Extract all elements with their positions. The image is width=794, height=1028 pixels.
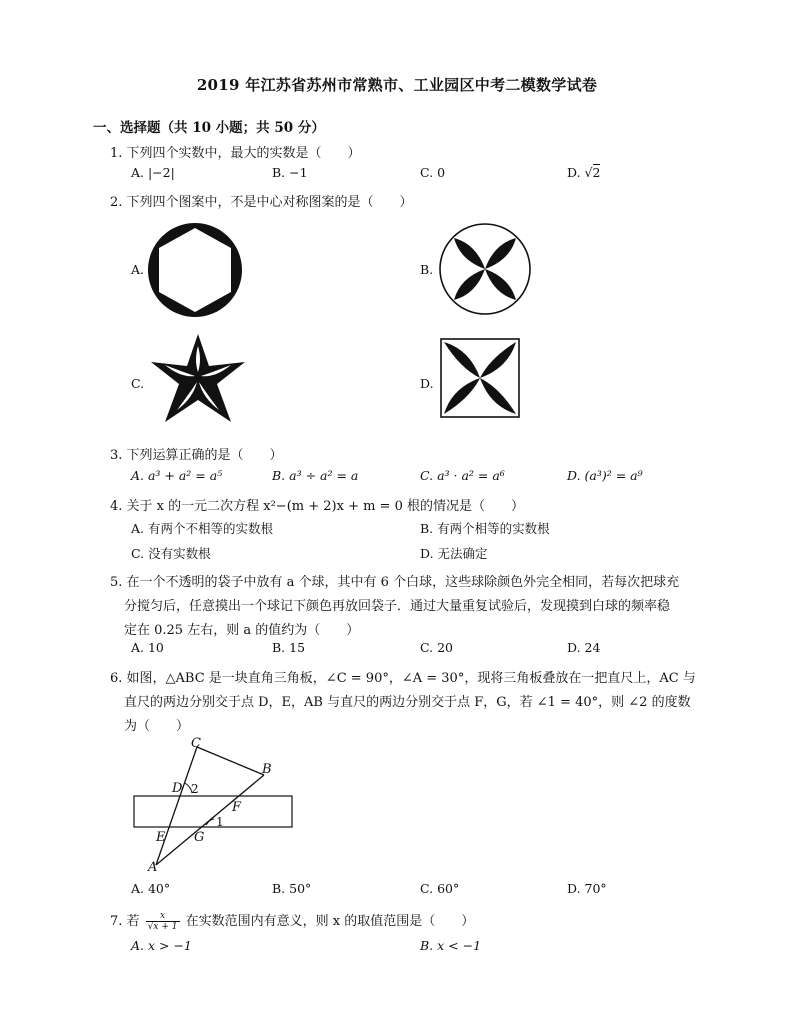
option-d-label: D. bbox=[567, 165, 585, 180]
circle-hexagon-figure bbox=[147, 222, 243, 318]
question-3-option-c: C. a³ · a² = a⁶ bbox=[420, 468, 505, 483]
question-2-option-d: D. bbox=[420, 376, 434, 391]
label-angle-1: 1 bbox=[216, 815, 224, 829]
label-a: A bbox=[148, 860, 158, 875]
question-5-line-1: 5. 在一个不透明的袋子中放有 a 个球，其中有 6 个白球，这些球除颜色外完全相同，若每次把球充 bbox=[110, 575, 680, 590]
triangle-ruler-figure bbox=[128, 735, 300, 875]
question-5-option-b: B. 15 bbox=[272, 640, 306, 655]
question-1-option-c: C. 0 bbox=[420, 165, 446, 180]
square-pinwheel-figure bbox=[440, 338, 520, 418]
question-7-stem bbox=[110, 910, 474, 932]
question-6-line-3: 为（ ） bbox=[124, 719, 190, 734]
question-4-option-c: C. 没有实数根 bbox=[131, 546, 211, 561]
label-e: E bbox=[156, 830, 166, 845]
label-f: F bbox=[232, 800, 242, 815]
section-heading: 一、选择题（共 10 小题；共 50 分） bbox=[93, 120, 325, 136]
question-3-option-d: D. (a³)² = a⁹ bbox=[567, 468, 643, 483]
question-2-option-b: B. bbox=[420, 262, 434, 277]
question-1-option-d bbox=[567, 165, 600, 180]
question-6-line-1: 6. 如图，△ABC 是一块直角三角板，∠C = 90°，∠A = 30°，现将三角板叠放在一把直尺上，AC 与 bbox=[110, 671, 696, 686]
question-4-stem: 4. 关于 x 的一元二次方程 x²−(m + 2)x + m = 0 根的情况是（ ） bbox=[110, 499, 524, 514]
question-2-option-a: A. bbox=[131, 262, 145, 277]
page-title: 2019 年江苏省苏州市常熟市、工业园区中考二模数学试卷 bbox=[196, 76, 598, 94]
question-7-suffix: 在实数范围内有意义，则 x 的取值范围是（ ） bbox=[185, 914, 475, 929]
question-6-option-a: A. 40° bbox=[131, 881, 171, 896]
question-6-option-c: C. 60° bbox=[420, 881, 460, 896]
fraction-denominator: √x + 1 bbox=[147, 922, 178, 932]
star-figure bbox=[149, 332, 247, 426]
label-angle-2: 2 bbox=[191, 782, 199, 796]
question-5-line-3: 定在 0.25 左右，则 a 的值约为（ ） bbox=[124, 623, 360, 638]
label-c: C bbox=[191, 736, 201, 751]
question-1-option-b: B. −1 bbox=[272, 165, 308, 180]
question-6-option-b: B. 50° bbox=[272, 881, 312, 896]
question-5-option-d: D. 24 bbox=[567, 640, 601, 655]
question-5-option-a: A. 10 bbox=[131, 640, 164, 655]
question-5-line-2: 分搅匀后，任意摸出一个球记下颜色再放回袋子．通过大量重复试验后，发现摸到白球的频率稳 bbox=[124, 599, 671, 614]
question-6-line-2: 直尺的两边分别交于点 D，E，AB 与直尺的两边分别交于点 F，G，若 ∠1 = 40°，则 ∠2 的度数 bbox=[124, 695, 691, 710]
label-d: D bbox=[172, 781, 183, 796]
fraction bbox=[146, 911, 180, 932]
sqrt-radicand: 2 bbox=[592, 165, 601, 180]
question-3-option-a: A. a³ + a² = a⁵ bbox=[131, 468, 223, 483]
question-2-option-c: C. bbox=[131, 376, 145, 391]
question-3-stem: 3. 下列运算正确的是（ ） bbox=[110, 448, 283, 463]
question-7-prefix: 7. 若 bbox=[110, 914, 140, 929]
question-3-option-b: B. a³ ÷ a² = a bbox=[272, 468, 359, 483]
circle-petals-figure bbox=[438, 222, 532, 316]
question-5-option-c: C. 20 bbox=[420, 640, 453, 655]
question-7-option-b: B. x < −1 bbox=[420, 938, 482, 953]
question-4-option-d: D. 无法确定 bbox=[420, 546, 488, 561]
sqrt-symbol: √ bbox=[584, 165, 593, 180]
label-g: G bbox=[194, 830, 205, 845]
question-4-option-a: A. 有两个不相等的实数根 bbox=[131, 521, 273, 536]
question-7-option-a: A. x > −1 bbox=[131, 938, 192, 953]
question-4-option-b: B. 有两个相等的实数根 bbox=[420, 521, 550, 536]
question-6-option-d: D. 70° bbox=[567, 881, 607, 896]
fraction-numerator: x bbox=[146, 911, 180, 922]
question-2-stem: 2. 下列四个图案中，不是中心对称图案的是（ ） bbox=[110, 195, 413, 210]
question-1-option-a: A. |−2| bbox=[131, 165, 175, 180]
question-1-stem: 1. 下列四个实数中，最大的实数是（ ） bbox=[110, 146, 361, 161]
label-b: B bbox=[262, 762, 272, 777]
